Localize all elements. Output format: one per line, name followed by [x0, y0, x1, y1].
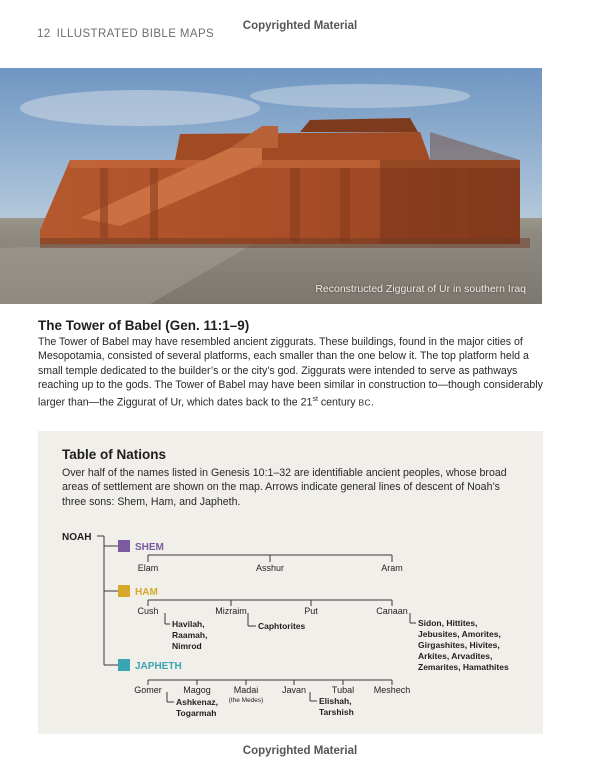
ham-son-put: Put	[304, 606, 318, 616]
japheth-son-tubal: Tubal	[331, 685, 355, 695]
century-word: century	[317, 396, 359, 409]
canaan-desc-1: Sidon, Hittites,	[418, 618, 478, 628]
gomer-desc-2: Togarmah	[176, 708, 217, 718]
shem-son-asshur: Asshur	[255, 563, 285, 573]
photo-caption: Reconstructed Ziggurat of Ur in southern Iraq	[315, 283, 526, 295]
ham-label: HAM	[135, 587, 158, 598]
shem-son-aram: Aram	[381, 563, 403, 573]
canaan-desc-3: Girgashites, Hivites,	[418, 640, 500, 650]
noah-label: NOAH	[62, 532, 92, 543]
japheth-son-javan: Javan	[281, 685, 307, 695]
japheth-son-madai: Madai	[233, 685, 259, 695]
sentence-end: .	[370, 396, 374, 409]
page-number: 12	[37, 28, 51, 40]
nations-title: Table of Nations	[62, 447, 167, 462]
cush-desc-2: Raamah,	[172, 630, 208, 640]
shem-son-elam: Elam	[137, 563, 159, 573]
shem-color-swatch	[118, 540, 130, 552]
japheth-label: JAPHETH	[135, 661, 182, 672]
article-title: The Tower of Babel (Gen. 11:1–9)	[38, 318, 250, 333]
nations-intro: Over half of the names listed in Genesis 10:1–32 are identifiable ancient peoples, whose broad areas of settlement are shown on the map. Arrows indicate general lines of descent of Noah’s three sons: Shem, Ham, and Japheth.	[62, 467, 507, 508]
shem-label: SHEM	[135, 542, 164, 553]
cush-desc-3: Nimrod	[172, 641, 202, 651]
japheth-son-meshech: Meshech	[373, 685, 411, 695]
gomer-desc-1: Ashkenaz,	[176, 697, 219, 707]
javan-desc-1: Elishah,	[319, 696, 352, 706]
ham-son-cush: Cush	[137, 606, 159, 616]
ham-son-canaan: Canaan	[376, 606, 408, 616]
century-number: 21	[300, 396, 313, 409]
japheth-son-magog: Magog	[183, 685, 211, 695]
japheth-son-gomer: Gomer	[134, 685, 162, 695]
book-title: ILLUSTRATED BIBLE MAPS	[56, 28, 215, 40]
japheth-color-swatch	[118, 659, 130, 671]
javan-desc-2: Tarshish	[319, 707, 354, 717]
madai-note: (the Medes)	[228, 697, 264, 704]
canaan-desc-5: Zemarites, Hamathites	[418, 662, 509, 672]
watermark-bottom: Copyrighted Material	[242, 745, 358, 757]
article-text: The Tower of Babel may have resembled ancient ziggurats. These buildings, found in the major cities of Mesopotamia, consisted of several platforms, each smaller than the one below it. The top platform held a small temple dedicated to the builder’s or the city’s god. Ziggurats were intended to serve as pathways reaching up to the gods. The Tower of Babel may have been similar in construction to—though considerably larger than—the Ziggurat of Ur, which dates back to the	[38, 336, 543, 409]
watermark-top: Copyrighted Material	[242, 20, 358, 32]
century-suffix: st	[312, 395, 318, 403]
canaan-desc-4: Arkites, Arvadites,	[418, 651, 493, 661]
ham-son-mizraim: Mizraim	[215, 606, 247, 616]
era-label: BC	[358, 397, 371, 408]
mizraim-desc: Caphtorites	[258, 621, 306, 631]
cush-desc-1: Havilah,	[172, 619, 205, 629]
canaan-desc-2: Jebusites, Amorites,	[418, 629, 501, 639]
ham-color-swatch	[118, 585, 130, 597]
